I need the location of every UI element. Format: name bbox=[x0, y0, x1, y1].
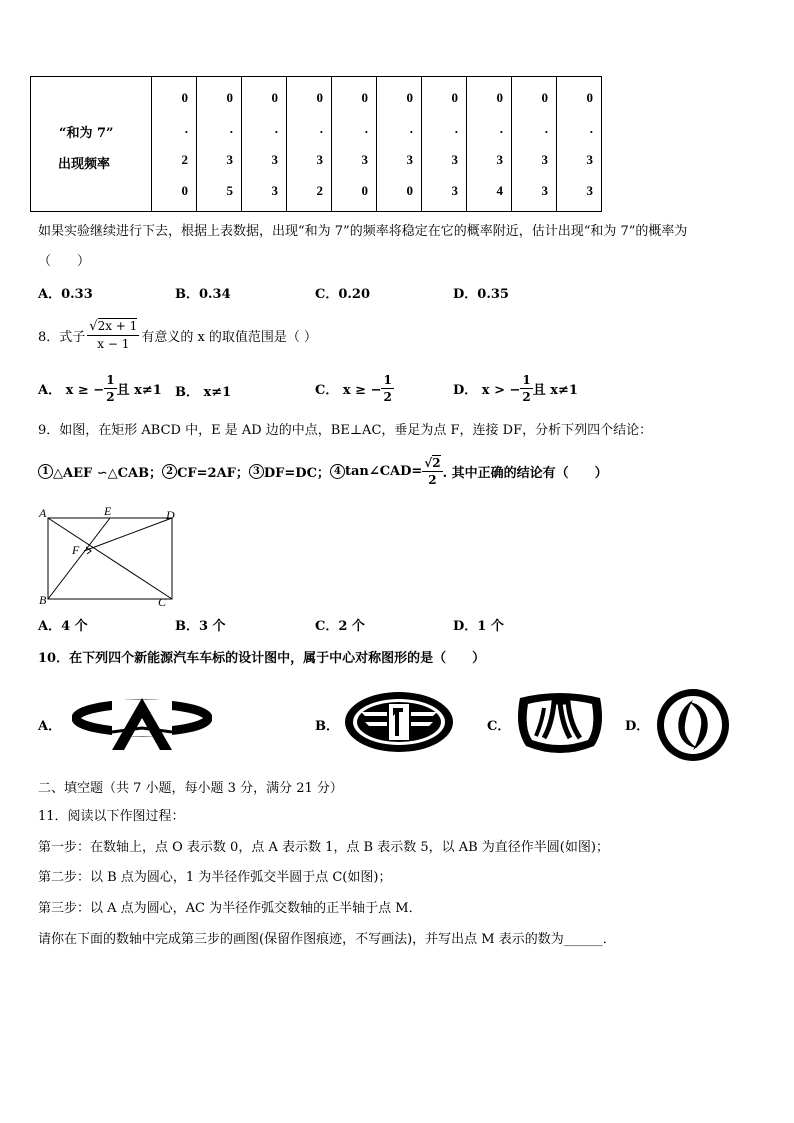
fraction-half: $\frac{1}{2}$ bbox=[106, 373, 115, 404]
q8-option-a-post: 且 x≠1 bbox=[116, 383, 162, 398]
q10-label-d: D． bbox=[625, 719, 650, 734]
row-label-line2: 出现频率 bbox=[58, 157, 111, 172]
q8-option-a-pre: A． x ≥ − bbox=[38, 383, 105, 398]
q8-option-a bbox=[38, 372, 162, 405]
q8-radicand: 2x + 1 bbox=[97, 319, 138, 333]
q8-denominator: x − 1 bbox=[97, 337, 130, 351]
q11-intro: 11．阅读以下作图过程： bbox=[38, 809, 185, 824]
q7-text: 如果实验继续进行下去，根据上表数据，出现“和为 7”的频率将稳定在它的概率附近，估计出现“和为 7”的概率为 bbox=[38, 224, 688, 239]
q11-step2: 第二步：以 B 点为圆心，1 为半径作弧交半圆于点 C(如图)； bbox=[38, 870, 392, 885]
table-cell: 0 . 3 0 bbox=[377, 77, 422, 212]
q7-option-a: A．0.33 bbox=[38, 287, 93, 302]
fraction-sqrt2-over-2: $\frac{√2}{2}$ bbox=[424, 456, 441, 487]
table-row-label bbox=[31, 77, 152, 212]
q10-text: 10．在下列四个新能源汽车车标的设计图中，属于中心对称图形的是（ ） bbox=[38, 651, 486, 666]
fraction-half: $\frac{1}{2}$ bbox=[522, 373, 531, 404]
circled-number-2: 2 bbox=[162, 464, 177, 479]
q8-suffix: 有意义的 x 的取值范围是（ ） bbox=[141, 329, 318, 345]
table-cell: 0 . 3 4 bbox=[467, 77, 512, 212]
q7-paren: （ ） bbox=[38, 254, 91, 269]
section2-title: 二、填空题（共 7 小题，每小题 3 分，满分 21 分） bbox=[38, 781, 343, 796]
conclusion-1: △AEF ∽△CAB； bbox=[53, 466, 163, 481]
car-logo-d bbox=[653, 686, 733, 764]
conclusion-3: DF=DC； bbox=[263, 466, 330, 481]
table-cell: 0 . 3 3 bbox=[557, 77, 602, 212]
label-f: F bbox=[72, 543, 80, 557]
circled-number-1: 1 bbox=[38, 464, 53, 479]
segment-ac bbox=[48, 518, 172, 599]
q8-stem bbox=[38, 318, 317, 352]
table-cell: 0 . 3 2 bbox=[287, 77, 332, 212]
segment-be bbox=[48, 518, 110, 599]
fraction-half: $\frac{1}{2}$ bbox=[383, 373, 392, 404]
q11-ask: 请你在下面的数轴中完成第三步的画图(保留作图痕迹，不写画法)，并写出点 M 表示的数为______． bbox=[38, 932, 616, 947]
q7-option-c: C．0.20 bbox=[315, 287, 371, 302]
q7-option-d: D．0.35 bbox=[453, 287, 509, 302]
q8-option-c bbox=[315, 372, 394, 405]
q9-text: 9．如图，在矩形 ABCD 中，E 是 AD 边的中点，BE⊥AC，垂足为点 F，连接 DF，分析下列四个结论： bbox=[38, 423, 653, 438]
conclusion-4: tan∠CAD= bbox=[344, 464, 423, 479]
table-cell: 0 . 3 0 bbox=[332, 77, 377, 212]
q9-option-d: D．1 个 bbox=[453, 619, 504, 634]
frequency-table bbox=[30, 76, 602, 212]
label-d: D bbox=[166, 508, 175, 522]
q10-label-c: C． bbox=[487, 719, 511, 734]
table-cell: 0 . 3 3 bbox=[512, 77, 557, 212]
row-label-line1: “和为 7” bbox=[59, 126, 114, 141]
q9-conclusions bbox=[38, 455, 608, 488]
q7-option-b: B．0.34 bbox=[175, 287, 231, 302]
car-logo-c bbox=[512, 688, 608, 758]
table-cell: 0 . 2 0 bbox=[152, 77, 197, 212]
q11-step1: 第一步：在数轴上，点 O 表示数 0，点 A 表示数 1，点 B 表示数 5，以 AB 为直径作半圆(如图)； bbox=[38, 840, 609, 855]
label-c: C bbox=[158, 595, 167, 609]
circled-number-3: 3 bbox=[249, 464, 264, 479]
q9-option-a: A．4 个 bbox=[38, 619, 88, 634]
q8-option-b: B． x≠1 bbox=[175, 385, 232, 400]
circled-number-4: 4 bbox=[330, 464, 345, 479]
label-b: B bbox=[39, 593, 47, 607]
q8-expression: $\frac{√2x + 1}{x - 1}$ bbox=[89, 319, 138, 351]
q9-option-c: C．2 个 bbox=[315, 619, 365, 634]
label-e: E bbox=[104, 505, 112, 518]
car-logo-a bbox=[72, 692, 212, 754]
q8-prefix: 8．式子 bbox=[38, 329, 86, 345]
car-logo-b bbox=[343, 690, 455, 754]
q8-option-d-post: 且 x≠1 bbox=[532, 383, 578, 398]
q9-tail: . 其中正确的结论有（ ） bbox=[442, 466, 608, 481]
q10-label-a: A． bbox=[38, 719, 62, 734]
table-cell: 0 . 3 3 bbox=[242, 77, 287, 212]
q9-option-b: B．3 个 bbox=[175, 619, 226, 634]
table-cell: 0 . 3 5 bbox=[197, 77, 242, 212]
q10-label-b: B． bbox=[315, 719, 339, 734]
q8-option-c-pre: C． x ≥ − bbox=[315, 383, 382, 398]
conclusion-2: CF=2AF； bbox=[177, 466, 249, 481]
table-cell: 0 . 3 3 bbox=[422, 77, 467, 212]
q11-step3: 第三步：以 A 点为圆心，AC 为半径作弧交数轴的正半轴于点 M． bbox=[38, 901, 422, 916]
q8-option-d-pre: D． x > − bbox=[453, 383, 521, 398]
rectangle-figure bbox=[36, 505, 181, 610]
label-a: A bbox=[39, 506, 47, 520]
q8-option-d bbox=[453, 372, 578, 405]
